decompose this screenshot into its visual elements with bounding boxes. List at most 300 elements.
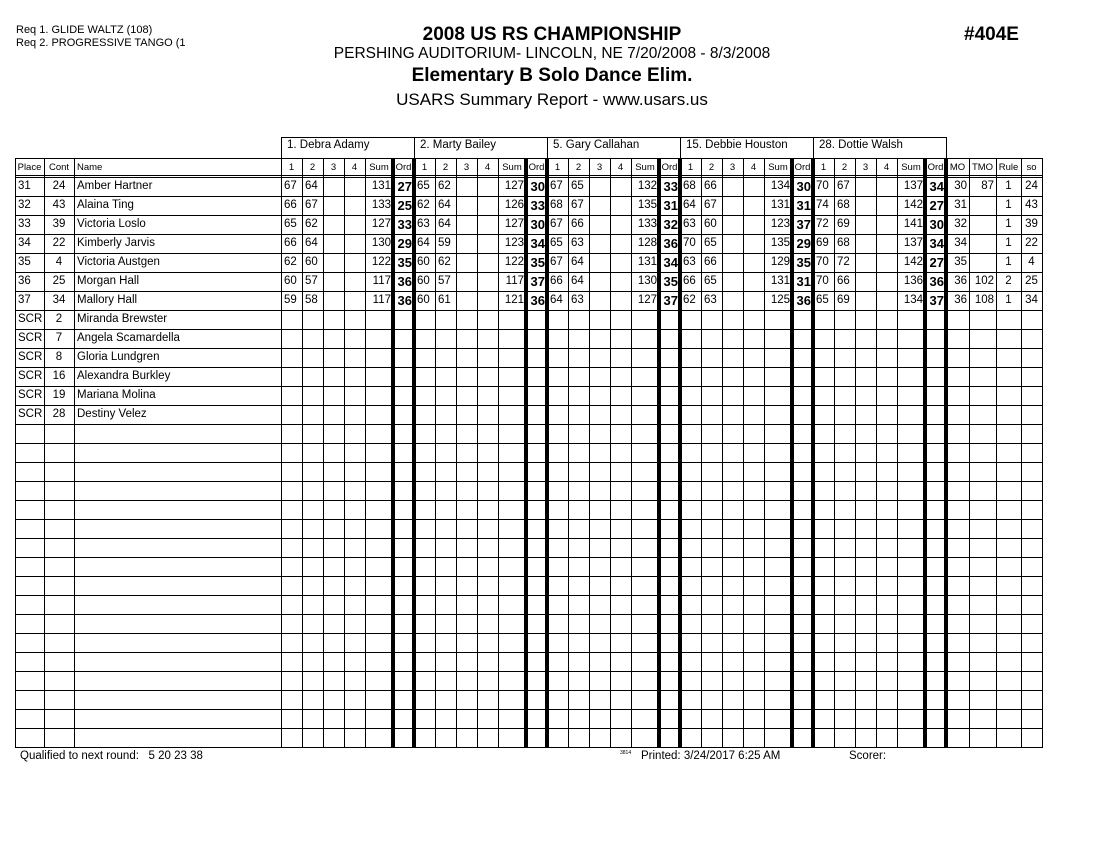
ordinal-cell: 36 bbox=[397, 274, 412, 289]
score-cell bbox=[323, 386, 344, 405]
score-cell bbox=[855, 234, 876, 253]
cont-cell: 39 bbox=[52, 218, 66, 230]
score-cell bbox=[568, 386, 589, 405]
score-cell: 59 bbox=[438, 237, 451, 249]
name-cell: Angela Scamardella bbox=[77, 332, 180, 344]
sum-cell bbox=[365, 348, 393, 367]
score-cell bbox=[281, 329, 302, 348]
sum-cell: 127 bbox=[637, 294, 657, 306]
ordinal-cell bbox=[526, 367, 547, 386]
score-cell bbox=[344, 367, 365, 386]
sum-cell: 131 bbox=[371, 180, 391, 192]
score-cell bbox=[414, 367, 435, 386]
column-header: Ord bbox=[661, 162, 678, 173]
sum-cell bbox=[897, 367, 925, 386]
score-cell bbox=[302, 310, 323, 329]
score-cell: 61 bbox=[438, 294, 451, 306]
score-cell: 60 bbox=[417, 294, 430, 306]
score-cell: 63 bbox=[571, 294, 584, 306]
score-cell bbox=[834, 310, 855, 329]
so-cell: 24 bbox=[1025, 180, 1038, 192]
column-header: Sum bbox=[369, 162, 389, 173]
ordinal-cell: 36 bbox=[663, 236, 678, 251]
tmo-cell bbox=[969, 215, 996, 234]
ordinal-cell bbox=[393, 329, 414, 348]
score-cell: 65 bbox=[550, 237, 563, 249]
score-cell bbox=[477, 367, 498, 386]
ordinal-cell: 30 bbox=[929, 217, 944, 232]
ordinal-cell bbox=[925, 310, 946, 329]
tmo-cell bbox=[969, 386, 996, 405]
score-cell bbox=[547, 348, 568, 367]
column-header: 2 bbox=[309, 162, 316, 173]
sum-cell: 142 bbox=[903, 199, 923, 211]
name-cell: Alexandra Burkley bbox=[77, 370, 171, 382]
sum-cell: 142 bbox=[903, 256, 923, 268]
column-header: 1 bbox=[687, 162, 694, 173]
score-cell bbox=[589, 348, 610, 367]
score-cell: 60 bbox=[284, 275, 297, 287]
rule-cell: 2 bbox=[1005, 275, 1012, 287]
score-cell bbox=[722, 177, 743, 196]
ordinal-cell bbox=[659, 386, 680, 405]
place-cell: SCR bbox=[18, 408, 43, 420]
score-cell bbox=[281, 386, 302, 405]
column-header: MO bbox=[949, 162, 966, 173]
column-header: 1 bbox=[421, 162, 428, 173]
sum-cell bbox=[365, 367, 393, 386]
cont-cell: 19 bbox=[52, 389, 66, 401]
ordinal-cell: 37 bbox=[663, 293, 678, 308]
score-cell bbox=[344, 329, 365, 348]
score-cell bbox=[722, 405, 743, 424]
ordinal-cell: 33 bbox=[530, 198, 545, 213]
sum-cell bbox=[764, 310, 792, 329]
sum-cell: 137 bbox=[903, 180, 923, 192]
place-cell: 35 bbox=[18, 256, 31, 268]
sum-cell: 117 bbox=[372, 294, 391, 306]
score-cell: 58 bbox=[305, 294, 318, 306]
score-cell bbox=[589, 329, 610, 348]
score-cell bbox=[477, 310, 498, 329]
score-cell bbox=[813, 405, 834, 424]
place-cell: 33 bbox=[18, 218, 31, 230]
ordinal-cell: 36 bbox=[530, 293, 545, 308]
mo-cell: 36 bbox=[954, 294, 967, 306]
score-cell: 63 bbox=[704, 294, 717, 306]
score-cell bbox=[323, 348, 344, 367]
sum-cell bbox=[897, 386, 925, 405]
score-cell bbox=[568, 405, 589, 424]
score-cell bbox=[743, 386, 764, 405]
score-cell: 66 bbox=[571, 218, 584, 230]
score-cell bbox=[722, 253, 743, 272]
score-cell bbox=[876, 177, 897, 196]
score-cell bbox=[813, 329, 834, 348]
score-cell bbox=[477, 215, 498, 234]
score-cell bbox=[813, 386, 834, 405]
column-header: Ord bbox=[794, 162, 811, 173]
sum-cell: 133 bbox=[637, 218, 657, 230]
score-cell bbox=[302, 405, 323, 424]
score-cell bbox=[610, 329, 631, 348]
sum-cell bbox=[764, 405, 792, 424]
ordinal-cell bbox=[659, 310, 680, 329]
score-cell bbox=[302, 348, 323, 367]
rule-cell: 1 bbox=[1005, 180, 1012, 192]
name-cell: Amber Hartner bbox=[77, 180, 153, 192]
column-header: Sum bbox=[635, 162, 655, 173]
score-cell bbox=[456, 215, 477, 234]
score-cell: 57 bbox=[438, 275, 451, 287]
score-cell bbox=[477, 405, 498, 424]
sum-cell: 122 bbox=[504, 256, 524, 268]
tmo-cell bbox=[969, 329, 996, 348]
score-cell bbox=[876, 253, 897, 272]
score-cell bbox=[435, 329, 456, 348]
sum-cell bbox=[498, 329, 526, 348]
score-cell bbox=[876, 196, 897, 215]
so-cell: 22 bbox=[1025, 237, 1038, 249]
ordinal-cell: 36 bbox=[929, 274, 944, 289]
place-cell: SCR bbox=[18, 332, 43, 344]
qualified-line bbox=[20, 750, 203, 762]
sum-cell: 117 bbox=[505, 275, 524, 287]
score-cell bbox=[568, 348, 589, 367]
score-cell: 70 bbox=[816, 180, 829, 192]
score-cell bbox=[855, 310, 876, 329]
column-header: 2 bbox=[708, 162, 715, 173]
venue-dates: PERSHING AUDITORIUM- LINCOLN, NE 7/20/2008 - 8/3/2008 bbox=[333, 45, 771, 62]
name-cell: Victoria Austgen bbox=[77, 256, 160, 268]
rule-cell bbox=[996, 348, 1021, 367]
score-cell bbox=[323, 196, 344, 215]
column-header: 3 bbox=[729, 162, 736, 173]
score-cell bbox=[547, 386, 568, 405]
score-cell bbox=[610, 291, 631, 310]
name-cell: Kimberly Jarvis bbox=[77, 237, 155, 249]
score-cell bbox=[876, 329, 897, 348]
score-cell: 67 bbox=[550, 180, 563, 192]
judge-header: 1. Debra Adamy bbox=[281, 137, 415, 158]
score-cell bbox=[743, 177, 764, 196]
name-cell: Mallory Hall bbox=[77, 294, 138, 306]
score-cell bbox=[281, 405, 302, 424]
ordinal-cell: 35 bbox=[530, 255, 545, 270]
score-cell bbox=[722, 329, 743, 348]
cont-cell: 4 bbox=[55, 256, 63, 268]
score-cell bbox=[876, 215, 897, 234]
name-cell: Miranda Brewster bbox=[77, 313, 168, 325]
score-cell bbox=[876, 348, 897, 367]
mo-cell bbox=[946, 386, 969, 405]
column-header: 3 bbox=[596, 162, 603, 173]
column-header: 1 bbox=[820, 162, 827, 173]
score-cell bbox=[743, 196, 764, 215]
rule-cell bbox=[996, 386, 1021, 405]
event-number: #404E bbox=[964, 24, 1019, 45]
mo-cell: 32 bbox=[954, 218, 967, 230]
sum-cell: 127 bbox=[504, 218, 524, 230]
name-cell: Destiny Velez bbox=[77, 408, 147, 420]
cont-cell: 24 bbox=[52, 180, 66, 192]
score-cell: 67 bbox=[550, 256, 563, 268]
column-header: 3 bbox=[862, 162, 869, 173]
sum-cell bbox=[365, 405, 393, 424]
score-cell bbox=[743, 405, 764, 424]
score-cell bbox=[435, 348, 456, 367]
ordinal-cell: 31 bbox=[796, 198, 811, 213]
so-cell: 25 bbox=[1025, 275, 1038, 287]
score-cell bbox=[456, 196, 477, 215]
score-cell bbox=[680, 405, 701, 424]
score-cell bbox=[743, 291, 764, 310]
sum-cell bbox=[631, 348, 659, 367]
ordinal-cell: 31 bbox=[663, 198, 678, 213]
score-cell bbox=[743, 329, 764, 348]
score-cell bbox=[456, 234, 477, 253]
tmo-cell bbox=[969, 367, 996, 386]
place-cell: 31 bbox=[18, 180, 31, 192]
sum-cell: 131 bbox=[770, 199, 790, 211]
sum-cell bbox=[764, 367, 792, 386]
ordinal-cell bbox=[792, 310, 813, 329]
print-code: 3814 bbox=[620, 750, 632, 756]
score-cell bbox=[589, 272, 610, 291]
score-cell: 60 bbox=[417, 256, 430, 268]
ordinal-cell: 32 bbox=[663, 217, 678, 232]
ordinal-cell: 35 bbox=[796, 255, 811, 270]
column-header: 2 bbox=[575, 162, 582, 173]
so-cell bbox=[1021, 348, 1042, 367]
score-cell bbox=[323, 177, 344, 196]
ordinal-cell bbox=[526, 348, 547, 367]
score-cell bbox=[477, 329, 498, 348]
score-cell bbox=[414, 405, 435, 424]
score-cell bbox=[435, 310, 456, 329]
sum-cell bbox=[498, 348, 526, 367]
score-cell bbox=[610, 196, 631, 215]
score-cell: 65 bbox=[284, 218, 297, 230]
score-cell bbox=[302, 329, 323, 348]
score-cell bbox=[281, 310, 302, 329]
sum-cell bbox=[631, 405, 659, 424]
score-cell bbox=[855, 329, 876, 348]
ordinal-cell bbox=[925, 405, 946, 424]
sum-cell: 121 bbox=[504, 294, 524, 306]
ordinal-cell bbox=[526, 386, 547, 405]
ordinal-cell: 37 bbox=[929, 293, 944, 308]
score-cell bbox=[722, 196, 743, 215]
column-header: Cont bbox=[48, 162, 70, 173]
sum-cell: 136 bbox=[903, 275, 923, 287]
score-cell: 65 bbox=[704, 237, 717, 249]
sum-cell bbox=[498, 367, 526, 386]
score-cell bbox=[344, 348, 365, 367]
qualified-label: Qualified to next round: bbox=[20, 750, 139, 762]
sum-cell: 132 bbox=[637, 180, 657, 192]
score-cell: 68 bbox=[550, 199, 563, 211]
ordinal-cell bbox=[526, 310, 547, 329]
sum-cell: 117 bbox=[372, 275, 391, 287]
score-cell bbox=[589, 253, 610, 272]
mo-cell bbox=[946, 310, 969, 329]
score-cell bbox=[344, 253, 365, 272]
judge-header: 28. Dottie Walsh bbox=[813, 137, 947, 158]
score-cell bbox=[414, 348, 435, 367]
score-cell bbox=[610, 215, 631, 234]
score-cell bbox=[589, 367, 610, 386]
score-cell: 67 bbox=[704, 199, 717, 211]
score-cell bbox=[855, 196, 876, 215]
ordinal-cell: 35 bbox=[397, 255, 412, 270]
score-cell bbox=[610, 367, 631, 386]
ordinal-cell bbox=[792, 348, 813, 367]
judge-header: 2. Marty Bailey bbox=[414, 137, 548, 158]
score-cell bbox=[813, 348, 834, 367]
score-cell bbox=[855, 291, 876, 310]
cont-cell: 25 bbox=[52, 275, 66, 287]
score-cell bbox=[680, 310, 701, 329]
place-cell: SCR bbox=[18, 313, 43, 325]
score-cell bbox=[680, 367, 701, 386]
score-cell: 65 bbox=[417, 180, 430, 192]
score-cell bbox=[456, 348, 477, 367]
score-cell: 66 bbox=[284, 237, 297, 249]
score-cell: 66 bbox=[683, 275, 696, 287]
tmo-cell bbox=[969, 253, 996, 272]
score-cell bbox=[547, 367, 568, 386]
score-cell: 68 bbox=[837, 237, 850, 249]
score-cell bbox=[722, 348, 743, 367]
score-cell bbox=[834, 367, 855, 386]
score-cell bbox=[589, 196, 610, 215]
ordinal-cell bbox=[925, 348, 946, 367]
ordinal-cell: 31 bbox=[796, 274, 811, 289]
rule-cell: 1 bbox=[1005, 256, 1012, 268]
score-cell bbox=[456, 329, 477, 348]
score-cell: 67 bbox=[550, 218, 563, 230]
score-cell bbox=[701, 348, 722, 367]
score-cell bbox=[344, 272, 365, 291]
ordinal-cell: 27 bbox=[929, 255, 944, 270]
score-cell bbox=[743, 348, 764, 367]
column-header: Ord bbox=[395, 162, 412, 173]
score-cell bbox=[701, 310, 722, 329]
score-cell bbox=[610, 272, 631, 291]
score-cell bbox=[834, 348, 855, 367]
scorer-label: Scorer: bbox=[849, 750, 887, 762]
ordinal-cell: 34 bbox=[663, 255, 678, 270]
score-cell bbox=[323, 234, 344, 253]
score-cell bbox=[855, 405, 876, 424]
score-cell: 62 bbox=[417, 199, 430, 211]
ordinal-cell: 30 bbox=[530, 179, 545, 194]
score-cell bbox=[701, 367, 722, 386]
sum-cell: 123 bbox=[770, 218, 790, 230]
mo-cell: 31 bbox=[954, 199, 967, 211]
sum-cell: 127 bbox=[504, 180, 524, 192]
score-cell bbox=[477, 272, 498, 291]
sum-cell bbox=[897, 329, 925, 348]
cont-cell: 43 bbox=[52, 199, 66, 211]
score-cell bbox=[680, 386, 701, 405]
sum-cell bbox=[897, 405, 925, 424]
ordinal-cell: 30 bbox=[796, 179, 811, 194]
score-cell: 64 bbox=[550, 294, 563, 306]
score-cell: 63 bbox=[417, 218, 430, 230]
score-cell bbox=[323, 329, 344, 348]
sum-cell bbox=[498, 405, 526, 424]
score-cell bbox=[456, 386, 477, 405]
ordinal-cell: 29 bbox=[397, 236, 412, 251]
mo-cell: 36 bbox=[954, 275, 967, 287]
score-cell: 74 bbox=[816, 199, 829, 211]
score-cell: 69 bbox=[816, 237, 829, 249]
score-cell bbox=[743, 272, 764, 291]
score-cell: 70 bbox=[816, 275, 829, 287]
name-cell: Morgan Hall bbox=[77, 275, 139, 287]
score-cell bbox=[610, 386, 631, 405]
score-cell: 66 bbox=[284, 199, 297, 211]
score-cell bbox=[701, 329, 722, 348]
score-cell bbox=[323, 405, 344, 424]
score-cell bbox=[344, 310, 365, 329]
score-cell bbox=[456, 253, 477, 272]
score-cell bbox=[477, 386, 498, 405]
sum-cell: 122 bbox=[371, 256, 391, 268]
column-header: Sum bbox=[768, 162, 788, 173]
score-cell bbox=[477, 348, 498, 367]
sum-cell bbox=[897, 310, 925, 329]
ordinal-cell: 36 bbox=[397, 293, 412, 308]
rule-cell bbox=[996, 405, 1021, 424]
so-cell bbox=[1021, 329, 1042, 348]
score-cell: 68 bbox=[683, 180, 696, 192]
ordinal-cell bbox=[393, 367, 414, 386]
mo-cell bbox=[946, 329, 969, 348]
score-cell bbox=[610, 177, 631, 196]
ordinal-cell bbox=[659, 329, 680, 348]
sum-cell: 130 bbox=[637, 275, 657, 287]
tmo-cell bbox=[969, 310, 996, 329]
score-cell: 59 bbox=[284, 294, 297, 306]
tmo-cell bbox=[969, 196, 996, 215]
ordinal-cell: 34 bbox=[929, 236, 944, 251]
column-header: 2 bbox=[841, 162, 848, 173]
score-cell bbox=[589, 234, 610, 253]
score-cell: 64 bbox=[571, 256, 584, 268]
name-cell: Victoria Loslo bbox=[77, 218, 146, 230]
sum-cell: 135 bbox=[637, 199, 657, 211]
sum-cell bbox=[631, 367, 659, 386]
score-cell: 69 bbox=[837, 218, 850, 230]
score-cell: 62 bbox=[438, 256, 451, 268]
score-cell bbox=[589, 405, 610, 424]
place-cell: 34 bbox=[18, 237, 31, 249]
score-cell bbox=[344, 386, 365, 405]
column-header: 4 bbox=[484, 162, 491, 173]
ordinal-cell bbox=[393, 405, 414, 424]
score-cell bbox=[414, 386, 435, 405]
score-cell: 64 bbox=[417, 237, 430, 249]
score-cell bbox=[813, 367, 834, 386]
score-cell: 62 bbox=[284, 256, 297, 268]
so-cell: 4 bbox=[1028, 256, 1035, 268]
column-header: TMO bbox=[971, 162, 994, 173]
score-cell bbox=[547, 405, 568, 424]
ordinal-cell: 27 bbox=[929, 198, 944, 213]
